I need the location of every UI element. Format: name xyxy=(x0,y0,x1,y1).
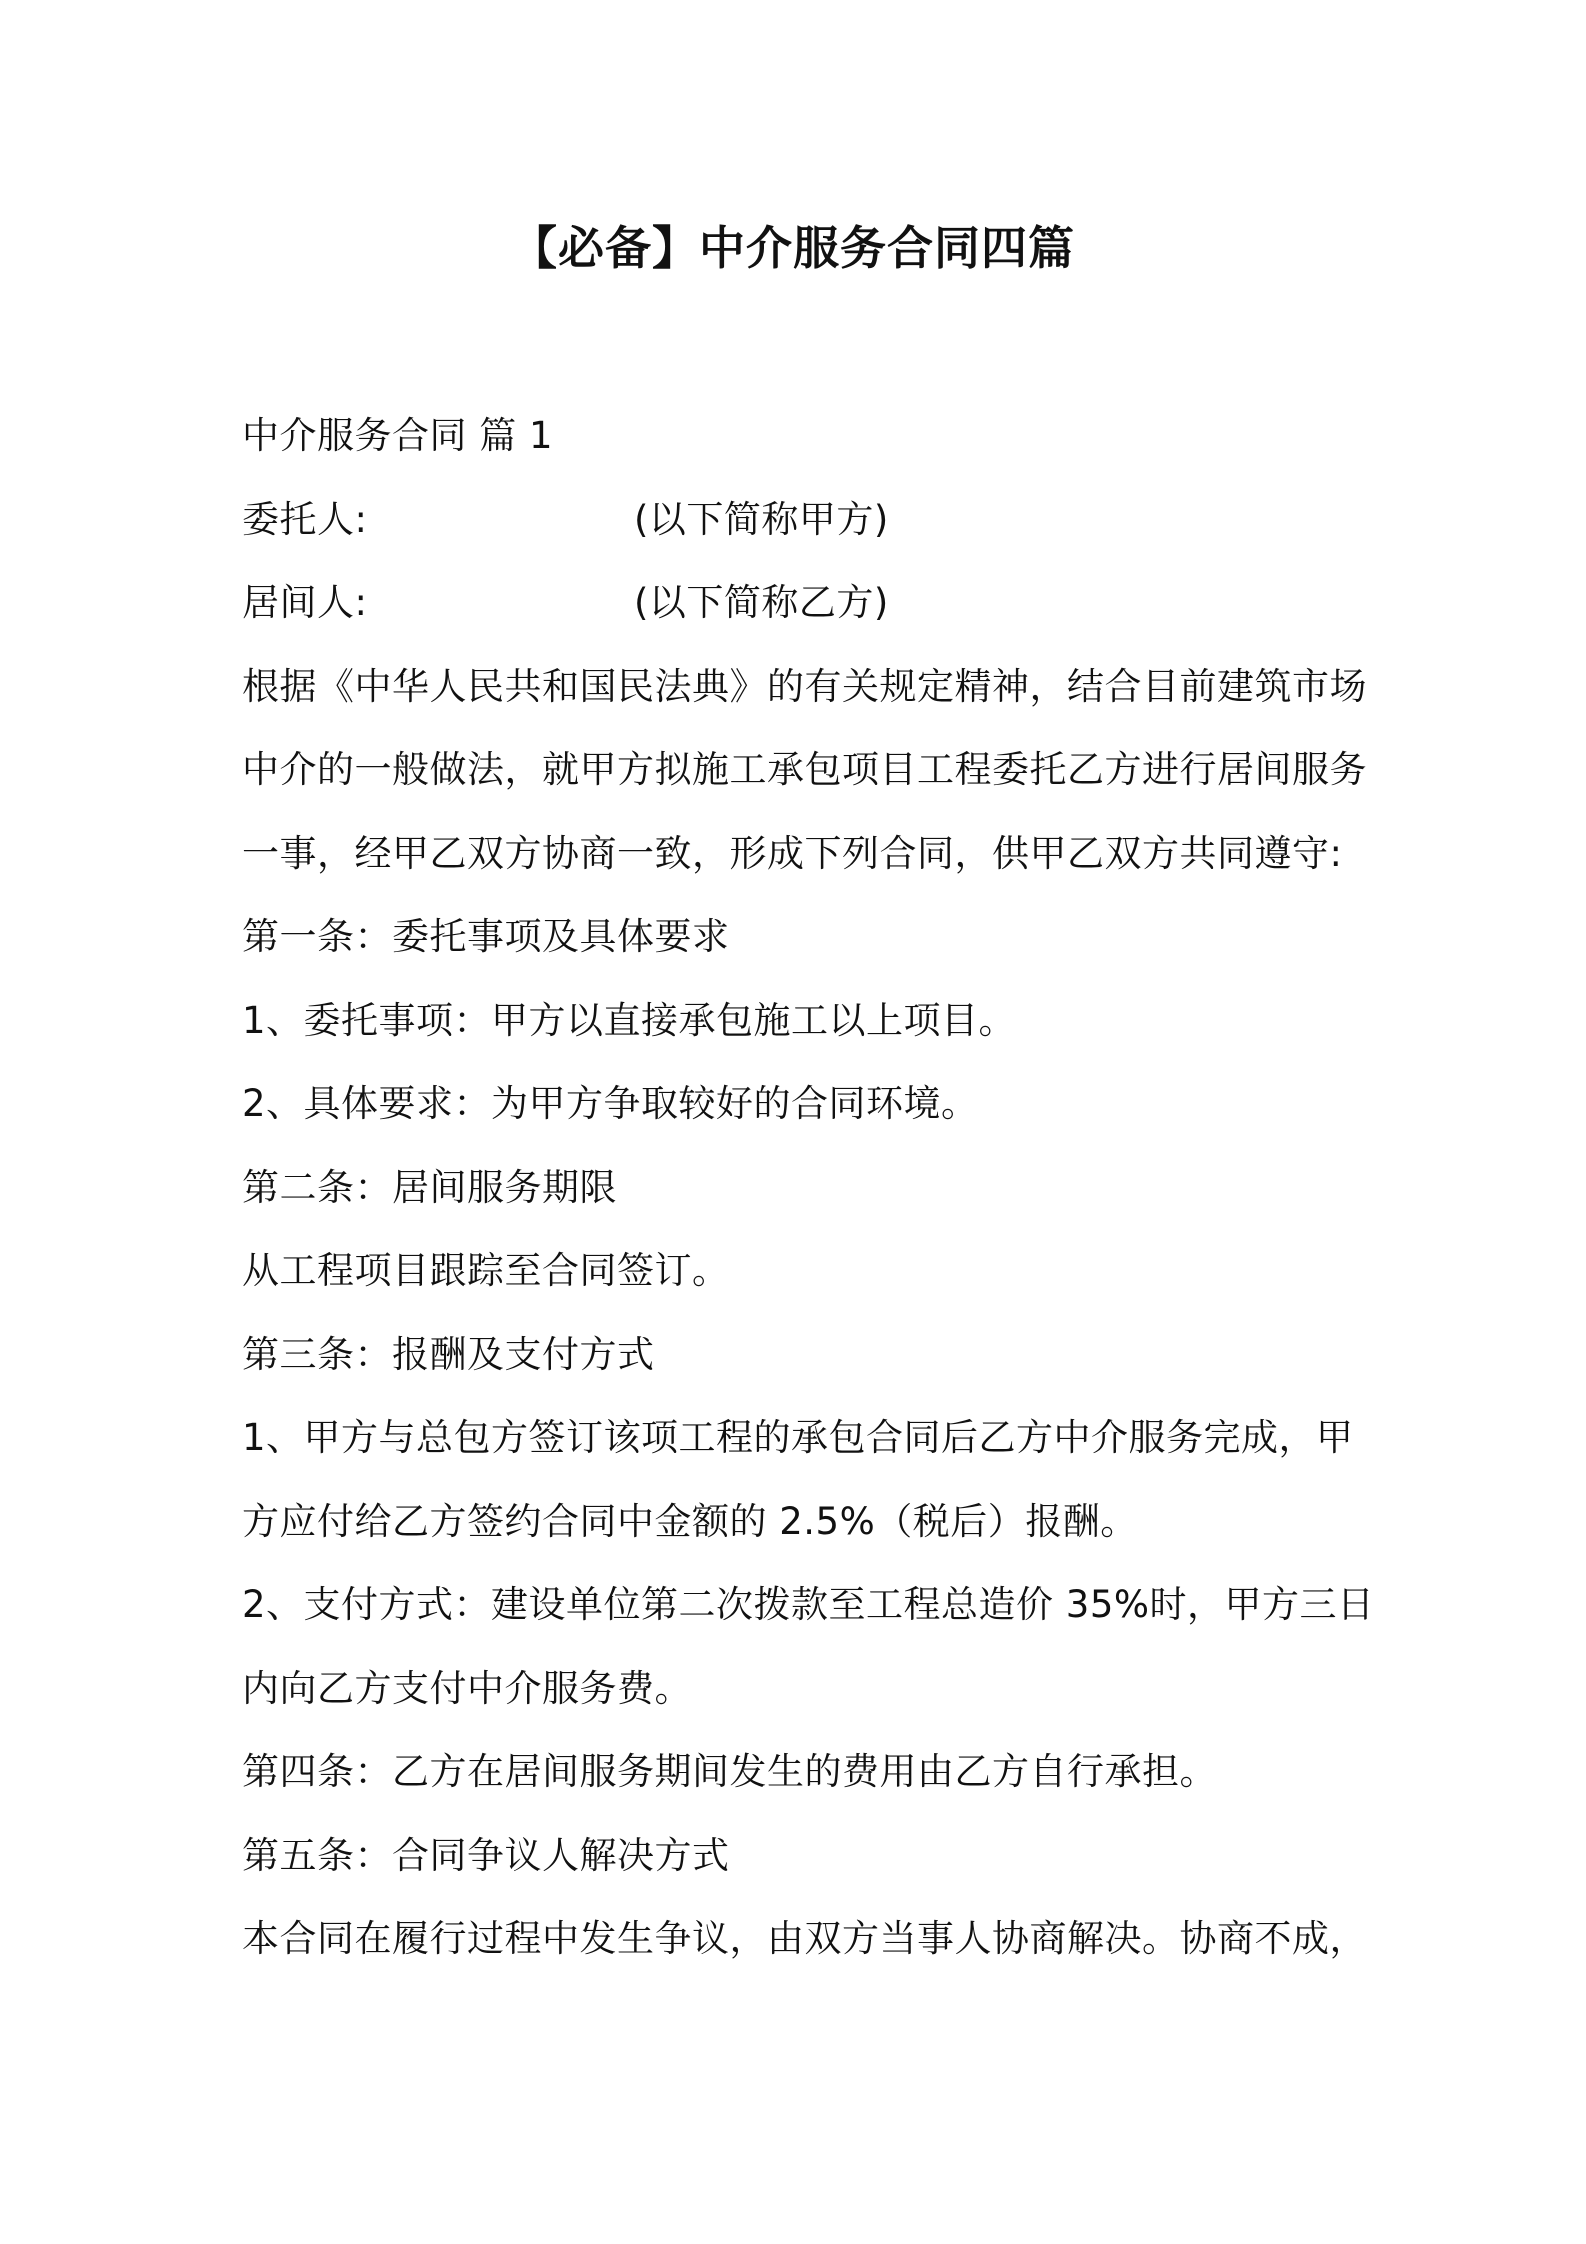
paragraph-line: 中介的一般做法，就甲方拟施工承包项目工程委托乙方进行居间服务 xyxy=(242,748,1367,791)
article-heading: 第一条：委托事项及具体要求 xyxy=(242,915,730,958)
paragraph-line: 从工程项目跟踪至合同签订。 xyxy=(242,1249,730,1292)
paragraph-line: 2、支付方式：建设单位第二次拨款至工程总造价 35%时，甲方三日 xyxy=(242,1583,1375,1626)
paragraph-line: 根据《中华人民共和国民法典》的有关规定精神，结合目前建筑市场 xyxy=(242,664,1367,708)
paragraph-line: 2、具体要求：为甲方争取较好的合同环境。 xyxy=(242,1082,979,1125)
paragraph-line: 1、委托事项：甲方以直接承包施工以上项目。 xyxy=(242,998,1017,1042)
party-label-client: 委托人: xyxy=(242,497,368,541)
party-note-intermediary: (以下简称乙方) xyxy=(634,581,889,624)
paragraph-line: 方应付给乙方签约合同中金额的 2.5%（税后）报酬。 xyxy=(242,1499,1138,1543)
paragraph-line: 一事，经甲乙双方协商一致，形成下列合同，供甲乙双方共同遵守: xyxy=(242,831,1343,875)
article-heading: 第五条：合同争议人解决方式 xyxy=(242,1833,730,1877)
party-note-client: (以下简称甲方) xyxy=(634,497,889,541)
paragraph-line: 内向乙方支付中介服务费。 xyxy=(242,1666,692,1710)
party-row-intermediary xyxy=(242,575,1362,659)
party-label-intermediary: 居间人: xyxy=(242,581,368,624)
document-title: 【必备】中介服务合同四篇 xyxy=(511,221,1075,275)
article-heading: 第二条：居间服务期限 xyxy=(242,1165,617,1209)
party-row-client xyxy=(242,492,1362,576)
article-heading: 第四条：乙方在居间服务期间发生的费用由乙方自行承担。 xyxy=(242,1750,1217,1793)
section-heading: 中介服务合同 篇 1 xyxy=(242,414,554,457)
paragraph-line: 本合同在履行过程中发生争议，由双方当事人协商解决。协商不成， xyxy=(242,1917,1367,1960)
paragraph-line: 1、甲方与总包方签订该项工程的承包合同后乙方中介服务完成，甲 xyxy=(242,1416,1354,1459)
article-heading: 第三条：报酬及支付方式 xyxy=(242,1332,655,1376)
document-body xyxy=(242,408,1375,1995)
